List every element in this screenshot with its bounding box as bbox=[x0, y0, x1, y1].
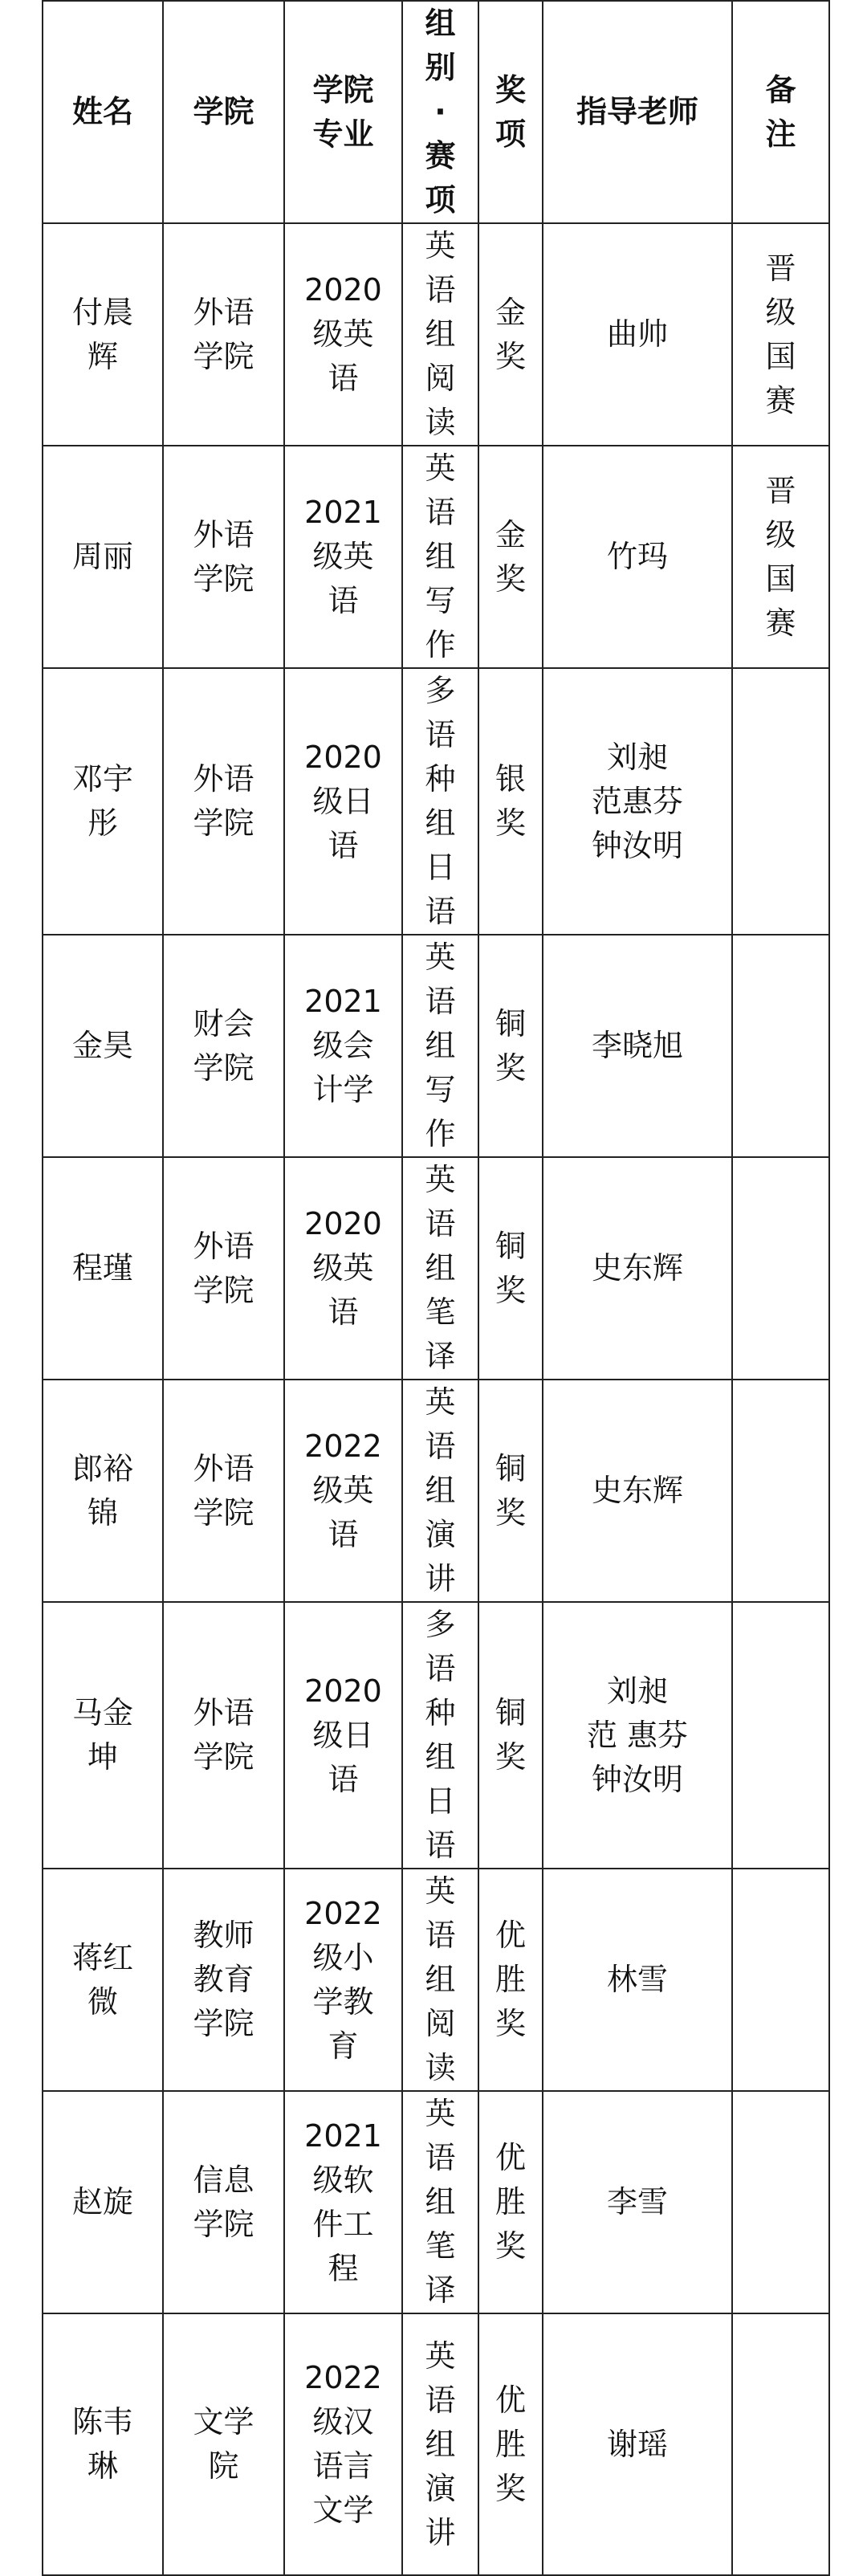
cell-name: 程瑾 bbox=[43, 1157, 163, 1380]
cell-major: 2022级汉语言文学 bbox=[284, 2313, 402, 2575]
cell-name: 蒋红微 bbox=[43, 1869, 163, 2091]
teacher-name: 范惠芬 bbox=[591, 783, 683, 819]
cell-name: 付晨辉 bbox=[43, 223, 163, 446]
teacher-name: 范 惠芬 bbox=[586, 1717, 689, 1753]
cell-group: 多语种组日语 bbox=[402, 1602, 478, 1869]
header-group: 组别·赛项 bbox=[402, 1, 478, 223]
teacher-name: 谢瑶 bbox=[606, 2426, 668, 2462]
cell-teacher bbox=[543, 2313, 732, 2575]
table-row bbox=[43, 2313, 829, 2575]
header-major: 学院专业 bbox=[284, 1, 402, 223]
cell-note bbox=[732, 1157, 829, 1380]
cell-college: 外语学院 bbox=[163, 446, 284, 668]
teacher-name: 竹玛 bbox=[606, 539, 668, 574]
cell-name: 马金坤 bbox=[43, 1602, 163, 1869]
cell-teacher bbox=[543, 1380, 732, 1602]
cell-name: 邓宇彤 bbox=[43, 668, 163, 935]
cell-award: 铜奖 bbox=[478, 1602, 543, 1869]
cell-note bbox=[732, 2091, 829, 2313]
cell-group: 英语组演讲 bbox=[402, 1380, 478, 1602]
cell-award: 铜奖 bbox=[478, 935, 543, 1157]
cell-award: 银奖 bbox=[478, 668, 543, 935]
cell-note: 晋级国赛 bbox=[732, 446, 829, 668]
cell-name: 金昊 bbox=[43, 935, 163, 1157]
cell-award: 铜奖 bbox=[478, 1380, 543, 1602]
cell-name: 赵旋 bbox=[43, 2091, 163, 2313]
teacher-name: 李雪 bbox=[606, 2184, 668, 2219]
teacher-name: 史东辉 bbox=[591, 1473, 683, 1508]
cell-note bbox=[732, 668, 829, 935]
cell-group: 英语组演讲 bbox=[402, 2313, 478, 2575]
cell-group: 英语组笔译 bbox=[402, 1157, 478, 1380]
teacher-name: 刘昶 bbox=[606, 1673, 668, 1709]
teacher-name: 史东辉 bbox=[591, 1250, 683, 1286]
cell-name: 郎裕锦 bbox=[43, 1380, 163, 1602]
cell-major: 2020级英语 bbox=[284, 223, 402, 446]
cell-award: 优胜奖 bbox=[478, 2091, 543, 2313]
cell-major: 2021级软件工程 bbox=[284, 2091, 402, 2313]
cell-award: 铜奖 bbox=[478, 1157, 543, 1380]
table-row bbox=[43, 668, 829, 935]
header-note: 备注 bbox=[732, 1, 829, 223]
cell-group: 英语组阅读 bbox=[402, 1869, 478, 2091]
cell-major: 2022级英语 bbox=[284, 1380, 402, 1602]
cell-major: 2020级英语 bbox=[284, 1157, 402, 1380]
cell-college: 信息学院 bbox=[163, 2091, 284, 2313]
cell-teacher bbox=[543, 668, 732, 935]
teacher-name: 钟汝明 bbox=[591, 1761, 683, 1797]
table-body bbox=[43, 223, 829, 2575]
cell-college: 外语学院 bbox=[163, 223, 284, 446]
cell-major: 2020级日语 bbox=[284, 1602, 402, 1869]
cell-major: 2022级小学教育 bbox=[284, 1869, 402, 2091]
cell-teacher bbox=[543, 1869, 732, 2091]
cell-college: 教师教育学院 bbox=[163, 1869, 284, 2091]
teacher-name: 李晓旭 bbox=[591, 1028, 683, 1063]
cell-major: 2020级日语 bbox=[284, 668, 402, 935]
table-row bbox=[43, 2091, 829, 2313]
cell-note bbox=[732, 935, 829, 1157]
header-teacher: 指导老师 bbox=[543, 1, 732, 223]
cell-teacher bbox=[543, 1157, 732, 1380]
table-row bbox=[43, 1380, 829, 1602]
cell-college: 外语学院 bbox=[163, 1157, 284, 1380]
cell-teacher bbox=[543, 1602, 732, 1869]
cell-major: 2021级英语 bbox=[284, 446, 402, 668]
teacher-name: 林雪 bbox=[606, 1962, 668, 1997]
cell-group: 英语组写作 bbox=[402, 446, 478, 668]
cell-note: 晋级国赛 bbox=[732, 223, 829, 446]
cell-teacher bbox=[543, 446, 732, 668]
cell-award: 优胜奖 bbox=[478, 1869, 543, 2091]
table-row bbox=[43, 1157, 829, 1380]
cell-award: 金奖 bbox=[478, 446, 543, 668]
table-row bbox=[43, 935, 829, 1157]
cell-teacher bbox=[543, 223, 732, 446]
header-award: 奖项 bbox=[478, 1, 543, 223]
teacher-name: 刘昶 bbox=[606, 739, 668, 775]
cell-teacher bbox=[543, 935, 732, 1157]
cell-note bbox=[732, 1602, 829, 1869]
cell-college: 外语学院 bbox=[163, 668, 284, 935]
cell-note bbox=[732, 2313, 829, 2575]
header-name: 姓名 bbox=[43, 1, 163, 223]
cell-group: 英语组写作 bbox=[402, 935, 478, 1157]
cell-college: 财会学院 bbox=[163, 935, 284, 1157]
teacher-name: 钟汝明 bbox=[591, 827, 683, 863]
table-row bbox=[43, 223, 829, 446]
cell-college: 文学院 bbox=[163, 2313, 284, 2575]
table-row bbox=[43, 1602, 829, 1869]
cell-group: 英语组笔译 bbox=[402, 2091, 478, 2313]
cell-award: 金奖 bbox=[478, 223, 543, 446]
cell-college: 外语学院 bbox=[163, 1380, 284, 1602]
cell-group: 多语种组日语 bbox=[402, 668, 478, 935]
cell-college: 外语学院 bbox=[163, 1602, 284, 1869]
cell-note bbox=[732, 1380, 829, 1602]
header-row bbox=[43, 1, 829, 223]
teacher-name: 曲帅 bbox=[606, 316, 668, 352]
header-college: 学院 bbox=[163, 1, 284, 223]
cell-name: 陈韦琳 bbox=[43, 2313, 163, 2575]
cell-name: 周丽 bbox=[43, 446, 163, 668]
table-row bbox=[43, 1869, 829, 2091]
cell-major: 2021级会计学 bbox=[284, 935, 402, 1157]
cell-group: 英语组阅读 bbox=[402, 223, 478, 446]
awards-table bbox=[42, 0, 830, 2576]
table-row bbox=[43, 446, 829, 668]
cell-award: 优胜奖 bbox=[478, 2313, 543, 2575]
cell-teacher bbox=[543, 2091, 732, 2313]
cell-note bbox=[732, 1869, 829, 2091]
